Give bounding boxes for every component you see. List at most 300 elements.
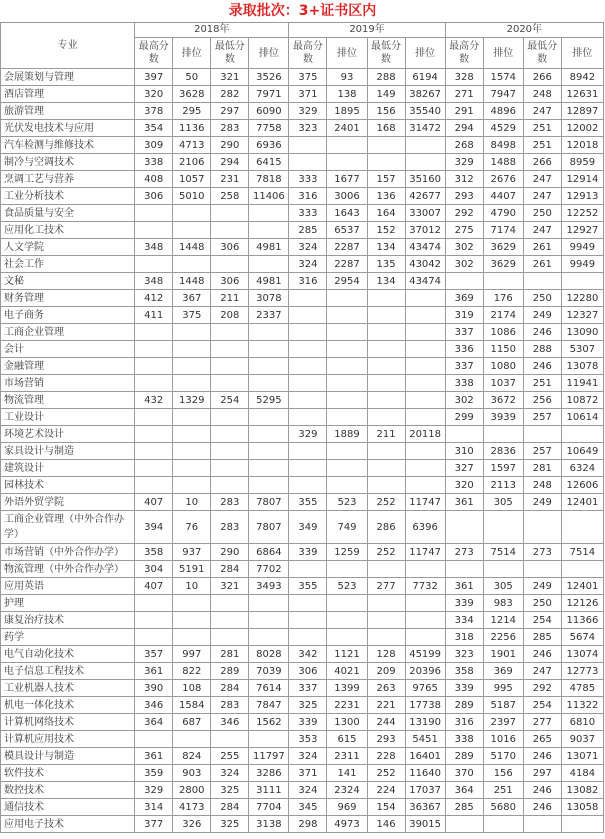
value-cell: 293 [445, 188, 483, 205]
value-cell [289, 154, 327, 171]
table-row [1, 578, 604, 595]
value-cell: 11366 [561, 612, 603, 629]
value-cell [445, 426, 483, 443]
value-cell: 13058 [561, 799, 603, 816]
value-cell: 10872 [561, 392, 603, 409]
value-cell: 320 [135, 86, 173, 103]
value-cell: 358 [135, 544, 173, 561]
table-row [1, 120, 604, 137]
value-cell: 412 [135, 290, 173, 307]
value-cell [483, 816, 523, 833]
value-cell: 247 [523, 188, 561, 205]
col-header-rank: 排位 [327, 38, 367, 69]
value-cell [249, 595, 289, 612]
value-cell: 209 [367, 663, 405, 680]
value-cell [289, 392, 327, 409]
value-cell [249, 341, 289, 358]
value-cell: 6090 [249, 103, 289, 120]
value-cell: 328 [445, 69, 483, 86]
value-cell: 407 [135, 578, 173, 595]
table-row [1, 409, 604, 426]
col-header-max-score: 最高分数 [445, 38, 483, 69]
table-row [1, 358, 604, 375]
value-cell: 306 [211, 273, 249, 290]
value-cell [367, 290, 405, 307]
value-cell [173, 629, 211, 646]
table-row [1, 375, 604, 392]
value-cell [211, 222, 249, 239]
value-cell [249, 324, 289, 341]
value-cell [561, 273, 603, 290]
value-cell: 6864 [249, 544, 289, 561]
value-cell [405, 409, 445, 426]
value-cell [249, 731, 289, 748]
value-cell: 364 [445, 782, 483, 799]
value-cell: 13078 [561, 358, 603, 375]
value-cell: 164 [367, 205, 405, 222]
value-cell: 76 [173, 511, 211, 544]
value-cell: 316 [289, 273, 327, 290]
admission-table [0, 22, 604, 833]
value-cell: 318 [445, 629, 483, 646]
value-cell: 10 [173, 578, 211, 595]
value-cell [135, 460, 173, 477]
table-row [1, 341, 604, 358]
value-cell: 2676 [483, 171, 523, 188]
value-cell: 337 [445, 358, 483, 375]
value-cell: 281 [211, 646, 249, 663]
value-cell: 282 [211, 86, 249, 103]
value-cell [211, 426, 249, 443]
value-cell: 1086 [483, 324, 523, 341]
value-cell: 8028 [249, 646, 289, 663]
value-cell [173, 612, 211, 629]
value-cell: 4529 [483, 120, 523, 137]
value-cell: 354 [135, 120, 173, 137]
table-row [1, 544, 604, 561]
value-cell [249, 460, 289, 477]
value-cell [135, 595, 173, 612]
value-cell [523, 561, 561, 578]
value-cell: 411 [135, 307, 173, 324]
table-row [1, 494, 604, 511]
value-cell: 324 [289, 782, 327, 799]
col-header-min-score: 最低分数 [211, 38, 249, 69]
table-row [1, 69, 604, 86]
value-cell: 134 [367, 239, 405, 256]
value-cell: 281 [523, 460, 561, 477]
major-name-cell: 工业设计 [1, 409, 135, 426]
value-cell [523, 816, 561, 833]
major-name-cell: 药学 [1, 629, 135, 646]
value-cell: 1300 [327, 714, 367, 731]
value-cell: 10 [173, 494, 211, 511]
value-cell: 294 [211, 154, 249, 171]
value-cell: 364 [135, 714, 173, 731]
value-cell: 361 [135, 663, 173, 680]
value-cell: 6324 [561, 460, 603, 477]
value-cell [135, 629, 173, 646]
value-cell: 11797 [249, 748, 289, 765]
value-cell: 93 [327, 69, 367, 86]
value-cell: 369 [483, 663, 523, 680]
major-name-cell: 机电一体化技术 [1, 697, 135, 714]
table-row [1, 290, 604, 307]
value-cell: 348 [135, 239, 173, 256]
value-cell: 329 [289, 103, 327, 120]
value-cell: 45199 [405, 646, 445, 663]
value-cell: 252 [367, 494, 405, 511]
value-cell [405, 307, 445, 324]
value-cell: 523 [327, 578, 367, 595]
major-name-cell: 市场营销（中外合作办学） [1, 544, 135, 561]
value-cell: 246 [523, 324, 561, 341]
col-header-rank: 排位 [249, 38, 289, 69]
value-cell [211, 358, 249, 375]
table-row [1, 86, 604, 103]
value-cell: 263 [367, 680, 405, 697]
value-cell: 16401 [405, 748, 445, 765]
value-cell [367, 460, 405, 477]
value-cell: 12631 [561, 86, 603, 103]
value-cell: 251 [483, 782, 523, 799]
major-name-cell: 市场营销 [1, 375, 135, 392]
value-cell: 11747 [405, 544, 445, 561]
value-cell: 355 [289, 578, 327, 595]
col-header-max-score: 最高分数 [289, 38, 327, 69]
major-name-cell: 社会工作 [1, 256, 135, 273]
value-cell [327, 629, 367, 646]
value-cell: 339 [445, 595, 483, 612]
value-cell: 8942 [561, 69, 603, 86]
value-cell: 246 [523, 748, 561, 765]
value-cell: 7514 [483, 544, 523, 561]
table-row [1, 137, 604, 154]
value-cell [367, 443, 405, 460]
value-cell: 3629 [483, 256, 523, 273]
value-cell: 969 [327, 799, 367, 816]
value-cell [173, 205, 211, 222]
major-name-cell: 电子商务 [1, 307, 135, 324]
major-name-cell: 烹调工艺与营养 [1, 171, 135, 188]
value-cell: 371 [289, 765, 327, 782]
value-cell [211, 460, 249, 477]
major-name-cell: 工商企业管理（中外合作办学） [1, 511, 135, 544]
table-row [1, 663, 604, 680]
value-cell: 407 [135, 494, 173, 511]
value-cell: 326 [173, 816, 211, 833]
value-cell: 2113 [483, 477, 523, 494]
major-name-cell: 物流管理（中外合作办学） [1, 561, 135, 578]
value-cell: 211 [367, 426, 405, 443]
value-cell [173, 375, 211, 392]
value-cell: 1448 [173, 273, 211, 290]
value-cell [289, 629, 327, 646]
value-cell: 5674 [561, 629, 603, 646]
value-cell: 43474 [405, 239, 445, 256]
value-cell: 7614 [249, 680, 289, 697]
value-cell [249, 443, 289, 460]
value-cell: 5187 [483, 697, 523, 714]
value-cell [367, 561, 405, 578]
value-cell: 4981 [249, 239, 289, 256]
value-cell [211, 612, 249, 629]
value-cell: 284 [211, 799, 249, 816]
value-cell [173, 324, 211, 341]
major-name-cell: 财务管理 [1, 290, 135, 307]
value-cell: 7702 [249, 561, 289, 578]
value-cell [289, 137, 327, 154]
value-cell: 432 [135, 392, 173, 409]
value-cell [135, 426, 173, 443]
col-header-min-score: 最低分数 [523, 38, 561, 69]
value-cell [327, 561, 367, 578]
value-cell: 361 [445, 578, 483, 595]
value-cell: 9765 [405, 680, 445, 697]
value-cell [135, 477, 173, 494]
value-cell: 254 [211, 392, 249, 409]
value-cell [173, 595, 211, 612]
value-cell [173, 460, 211, 477]
value-cell: 36367 [405, 799, 445, 816]
value-cell: 11322 [561, 697, 603, 714]
value-cell [327, 324, 367, 341]
value-cell: 247 [523, 663, 561, 680]
value-cell: 43042 [405, 256, 445, 273]
major-name-cell: 数控技术 [1, 782, 135, 799]
value-cell [289, 324, 327, 341]
value-cell: 306 [211, 239, 249, 256]
value-cell [367, 358, 405, 375]
table-row [1, 171, 604, 188]
value-cell: 323 [289, 120, 327, 137]
value-cell: 3078 [249, 290, 289, 307]
major-name-cell: 电气自动化技术 [1, 646, 135, 663]
value-cell: 211 [211, 290, 249, 307]
value-cell: 12002 [561, 120, 603, 137]
value-cell [135, 222, 173, 239]
table-row [1, 799, 604, 816]
value-cell: 12773 [561, 663, 603, 680]
value-cell: 7732 [405, 578, 445, 595]
value-cell: 337 [289, 680, 327, 697]
value-cell: 361 [135, 748, 173, 765]
value-cell [367, 375, 405, 392]
value-cell [367, 477, 405, 494]
value-cell [405, 341, 445, 358]
value-cell [211, 324, 249, 341]
value-cell: 1597 [483, 460, 523, 477]
value-cell: 323 [445, 646, 483, 663]
value-cell: 3138 [249, 816, 289, 833]
value-cell: 290 [211, 137, 249, 154]
value-cell [367, 392, 405, 409]
value-cell: 5170 [483, 748, 523, 765]
value-cell: 309 [135, 137, 173, 154]
value-cell: 10614 [561, 409, 603, 426]
value-cell: 9949 [561, 256, 603, 273]
value-cell: 39015 [405, 816, 445, 833]
value-cell: 1214 [483, 612, 523, 629]
value-cell: 7847 [249, 697, 289, 714]
major-name-cell: 计算机应用技术 [1, 731, 135, 748]
value-cell: 254 [523, 612, 561, 629]
value-cell: 13090 [561, 324, 603, 341]
value-cell: 4407 [483, 188, 523, 205]
value-cell: 9949 [561, 239, 603, 256]
value-cell: 2800 [173, 782, 211, 799]
value-cell: 324 [289, 239, 327, 256]
value-cell [211, 595, 249, 612]
value-cell [405, 290, 445, 307]
value-cell: 4173 [173, 799, 211, 816]
value-cell [405, 137, 445, 154]
year-header-2018: 2018年 [135, 23, 289, 38]
value-cell: 248 [523, 86, 561, 103]
value-cell: 271 [445, 86, 483, 103]
value-cell: 2256 [483, 629, 523, 646]
major-name-cell: 工业分析技术 [1, 188, 135, 205]
value-cell: 290 [211, 544, 249, 561]
major-name-cell: 酒店管理 [1, 86, 135, 103]
value-cell [249, 205, 289, 222]
value-cell: 329 [445, 154, 483, 171]
value-cell: 251 [523, 137, 561, 154]
value-cell: 284 [211, 561, 249, 578]
value-cell [561, 816, 603, 833]
table-row [1, 392, 604, 409]
value-cell: 8498 [483, 137, 523, 154]
value-cell: 249 [523, 578, 561, 595]
value-cell: 299 [445, 409, 483, 426]
value-cell: 1901 [483, 646, 523, 663]
value-cell: 251 [523, 120, 561, 137]
value-cell [211, 731, 249, 748]
value-cell [327, 375, 367, 392]
value-cell: 12280 [561, 290, 603, 307]
table-row [1, 205, 604, 222]
value-cell: 297 [523, 765, 561, 782]
value-cell: 249 [523, 494, 561, 511]
value-cell: 824 [173, 748, 211, 765]
value-cell: 1057 [173, 171, 211, 188]
value-cell: 2231 [327, 697, 367, 714]
value-cell: 12927 [561, 222, 603, 239]
major-header: 专业 [1, 23, 135, 69]
value-cell: 288 [523, 341, 561, 358]
value-cell: 359 [135, 765, 173, 782]
value-cell: 273 [445, 544, 483, 561]
value-cell: 277 [367, 578, 405, 595]
value-cell: 7758 [249, 120, 289, 137]
value-cell: 9037 [561, 731, 603, 748]
value-cell: 349 [289, 511, 327, 544]
value-cell: 903 [173, 765, 211, 782]
value-cell: 3006 [327, 188, 367, 205]
value-cell: 995 [483, 680, 523, 697]
major-name-cell: 环境艺术设计 [1, 426, 135, 443]
value-cell: 1329 [173, 392, 211, 409]
value-cell [367, 629, 405, 646]
value-cell: 231 [211, 171, 249, 188]
major-name-cell: 人文学院 [1, 239, 135, 256]
value-cell [135, 409, 173, 426]
value-cell: 3286 [249, 765, 289, 782]
value-cell [405, 460, 445, 477]
value-cell [289, 612, 327, 629]
value-cell: 7971 [249, 86, 289, 103]
table-row [1, 697, 604, 714]
value-cell [289, 375, 327, 392]
value-cell [483, 273, 523, 290]
value-cell: 2397 [483, 714, 523, 731]
major-name-cell: 文秘 [1, 273, 135, 290]
value-cell: 3672 [483, 392, 523, 409]
value-cell: 6396 [405, 511, 445, 544]
value-cell: 348 [135, 273, 173, 290]
value-cell: 1399 [327, 680, 367, 697]
value-cell: 3111 [249, 782, 289, 799]
value-cell: 2836 [483, 443, 523, 460]
table-row [1, 273, 604, 290]
value-cell [173, 426, 211, 443]
value-cell: 42677 [405, 188, 445, 205]
value-cell: 325 [211, 816, 249, 833]
major-name-cell: 通信技术 [1, 799, 135, 816]
value-cell [173, 477, 211, 494]
major-name-cell: 食品质量与安全 [1, 205, 135, 222]
table-row [1, 561, 604, 578]
value-cell: 12252 [561, 205, 603, 222]
value-cell: 2106 [173, 154, 211, 171]
value-cell: 367 [173, 290, 211, 307]
value-cell [289, 358, 327, 375]
value-cell: 247 [523, 171, 561, 188]
value-cell: 338 [445, 731, 483, 748]
value-cell: 345 [289, 799, 327, 816]
value-cell: 302 [445, 256, 483, 273]
value-cell: 338 [135, 154, 173, 171]
value-cell: 312 [445, 171, 483, 188]
col-header-rank: 排位 [173, 38, 211, 69]
value-cell: 5307 [561, 341, 603, 358]
col-header-min-score: 最低分数 [367, 38, 405, 69]
value-cell [211, 256, 249, 273]
value-cell: 20118 [405, 426, 445, 443]
value-cell: 221 [367, 697, 405, 714]
value-cell: 258 [211, 188, 249, 205]
value-cell: 749 [327, 511, 367, 544]
value-cell: 228 [367, 748, 405, 765]
value-cell: 257 [523, 443, 561, 460]
value-cell: 2337 [249, 307, 289, 324]
value-cell: 156 [483, 765, 523, 782]
value-cell: 268 [445, 137, 483, 154]
value-cell: 286 [367, 511, 405, 544]
major-name-cell: 物流管理 [1, 392, 135, 409]
major-name-cell: 光伏发电技术与应用 [1, 120, 135, 137]
value-cell [405, 392, 445, 409]
value-cell [249, 612, 289, 629]
value-cell: 1259 [327, 544, 367, 561]
year-header-2020: 2020年 [445, 23, 603, 38]
major-name-cell: 软件技术 [1, 765, 135, 782]
value-cell: 7039 [249, 663, 289, 680]
value-cell [405, 443, 445, 460]
table-row [1, 256, 604, 273]
value-cell: 17738 [405, 697, 445, 714]
value-cell [561, 426, 603, 443]
